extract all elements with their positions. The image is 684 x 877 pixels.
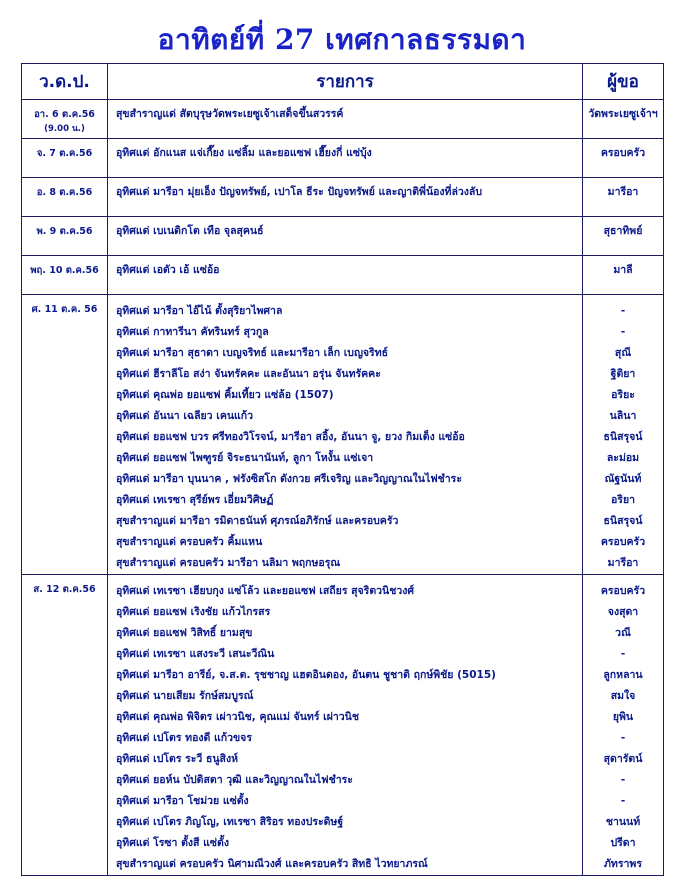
date-label: อ. 8 ต.ค.56 [36, 187, 93, 198]
date-cell [22, 139, 108, 178]
date-cell [22, 217, 108, 256]
requester-name: ชานนท์ [605, 816, 641, 828]
requester-name: ณัฐนันท์ [604, 473, 642, 485]
date-cell [22, 256, 108, 295]
intention-item: สุขสำราญแด่ ครอบครัว คิ้มแหน [116, 536, 263, 548]
intention-item: อุทิศแด่ มารีอา บุนนาค , ฟรังซิสโก ดังกวย ศรีเจริญ และวิญญาณในไฟชำระ [116, 473, 462, 485]
items-cell [108, 295, 583, 575]
requester-name: ธนิสรุจน์ [603, 431, 643, 443]
table-header-row [22, 64, 664, 100]
requester-cell [583, 217, 664, 256]
intention-item: สุขสำราญแด่ ครอบครัว มารีอา นลิมา พฤกษอรุณ [116, 557, 341, 569]
table-row [22, 295, 664, 575]
requester-name: - [620, 305, 626, 317]
intention-item: อุทิศแด่ อันนา เฉลียว เคนแก้ว [116, 410, 254, 422]
intention-item: อุทิศแด่ ฮีราลีโอ สง่า จันทรัคคะ และอันนา อรุ่น จันทรัคคะ [116, 368, 381, 380]
header-requester: ผู้ขอ [583, 64, 664, 100]
intention-item: อุทิศแด่ อักแนส แจ่เกี๊ยง แซ่ลิ้ม และยอแซฟ เฮี๊ยงกี่ แซ่บุ้ง [116, 147, 372, 159]
requester-cell [583, 100, 664, 139]
requester-name: สมใจ [610, 690, 636, 702]
intention-item: สุขสำราญแด่ สัตบุรุษวัดพระเยซูเจ้าเสด็จขึ้นสวรรค์ [116, 108, 344, 120]
date-label: พ. 9 ต.ค.56 [36, 226, 93, 237]
intention-item: อุทิศแด่ คุณพ่อ พิจิตร เผ่าวนิช, คุณแม่ จันทร์ เผ่าวนิช [116, 711, 359, 723]
date-cell [22, 178, 108, 217]
intentions-table [21, 63, 664, 876]
intention-item: อุทิศแด่ มารีอา สุธาดา เบญจริทธ์ และมารีอา เล็ก เบญจริทธ์ [116, 347, 389, 359]
intention-item: อุทิศแด่ คุณพ่อ ยอแซฟ คิ้มเที้ยว แซ่ล้อ (1507) [116, 389, 334, 401]
requester-name: ปรีดา [610, 837, 636, 849]
intention-item: อุทิศแด่ เปโตร ระวี ธนูสิงห์ [116, 753, 239, 765]
date-label: พฤ. 10 ต.ค.56 [30, 265, 99, 276]
requester-name: มารีอา [607, 186, 639, 198]
requester-name: ครอบครัว [600, 536, 646, 548]
header-date: ว.ด.ป. [22, 64, 108, 100]
intention-item: อุทิศแด่ ยอแซฟ บวร ศรีทองวิโรจน์, มารีอา สอิ้ง, อันนา จู, ยวง กิมเต็ง แซ่อ้อ [116, 431, 465, 443]
items-cell [108, 256, 583, 295]
requester-name: ภัทราพร [604, 858, 642, 870]
date-label: ศ. 11 ต.ค. 56 [31, 304, 98, 315]
requester-cell [583, 178, 664, 217]
date-cell [22, 295, 108, 575]
requester-name: สุดารัตน์ [603, 753, 643, 765]
requester-cell [583, 139, 664, 178]
table-row [22, 178, 664, 217]
requester-name: - [620, 648, 626, 660]
table-row [22, 575, 664, 876]
date-label: อา. 6 ต.ค.56 [34, 109, 95, 120]
intention-item: อุทิศแด่ ยอแซฟ เริงชัย แก้วไกรสร [116, 606, 271, 618]
intention-item: อุทิศแด่ ยอแซฟ วิสิทธิ์ ยามสุข [116, 627, 253, 639]
requester-cell [583, 295, 664, 575]
requester-name: ละม่อม [606, 452, 640, 464]
intention-item: สุขสำราญแด่ มารีอา รมิดาธนันท์ ศุภรณ์อภิรักษ์ และครอบครัว [116, 515, 399, 527]
requester-name: ฐิติยา [610, 368, 636, 380]
items-cell [108, 575, 583, 876]
items-cell [108, 178, 583, 217]
requester-name: ครอบครัว [600, 147, 646, 159]
requester-name: - [620, 732, 626, 744]
intention-item: อุทิศแด่ มารีอา โชม่วย แซ่ตั้ง [116, 795, 249, 807]
date-cell [22, 575, 108, 876]
intention-item: อุทิศแด่ เทเรซา เฮียบกุง แซ่โล้ว และยอแซฟ เสถียร สุจริตวนิชวงศ์ [116, 585, 415, 597]
items-cell [108, 217, 583, 256]
requester-name: - [620, 774, 626, 786]
items-cell [108, 139, 583, 178]
date-cell [22, 100, 108, 139]
items-cell [108, 100, 583, 139]
requester-name: - [620, 795, 626, 807]
table-row [22, 139, 664, 178]
requester-name: จงสุดา [607, 606, 639, 618]
requester-name: - [620, 326, 626, 338]
intention-item: อุทิศแด่ เทเรซา แสงระวี เสนะวีณิน [116, 648, 275, 660]
intention-item: อุทิศแด่ มารีอา อารีย์, จ.ส.ต. รุชชาญ แฮตอินดอง, อันตน ชูชาติ ฤกษ์พิชัย (5015) [116, 669, 496, 681]
requester-name: สุณี [614, 347, 632, 359]
requester-name: ครอบครัว [600, 585, 646, 597]
intention-item: อุทิศแด่ เบเนดิกโต เทือ จุลสุคนธ์ [116, 225, 264, 237]
intention-item: อุทิศแด่ เปโตร ทองดี แก้วขจร [116, 732, 252, 744]
intention-item: อุทิศแด่ มารีอา ไอ๊ไน้ ตั้งสุริยาไพศาล [116, 305, 283, 317]
table-row [22, 217, 664, 256]
header-list: รายการ [108, 64, 583, 100]
date-time-label: (9.00 น.) [44, 124, 85, 134]
page-title: อาทิตย์ที่ 27 เทศกาลธรรมดา [157, 23, 527, 56]
table-body [22, 100, 664, 876]
intention-item: สุขสำราญแด่ ครอบครัว นิศามณีวงศ์ และครอบครัว สิทธิ ไวทยาภรณ์ [116, 858, 428, 870]
intention-item: อุทิศแด่ ยอแซฟ ไพฑูรย์ จิระธนานันท์, ลูกา โหงั้น แซ่เจา [116, 452, 374, 464]
intention-item: อุทิศแด่ ยอห์น บัปติสตา วุฒิ และวิญญาณในไฟชำระ [116, 774, 353, 786]
intention-item: อุทิศแด่ กาทารีนา คัทรินทร์ สุวกูล [116, 326, 269, 338]
requester-name: นลินา [609, 410, 637, 422]
requester-name: ลูกหลาน [603, 669, 643, 681]
intention-item: อุทิศแด่ โรซา ตั้งสี แซ่ตั้ง [116, 837, 229, 849]
requester-name: มารีอา [607, 557, 639, 569]
requester-name: มาลี [613, 264, 633, 276]
table-row [22, 256, 664, 295]
intention-item: อุทิศแด่ มารีอา มุ่ยเอ็ง ปัญจทรัพย์, เปาโล ธีระ ปัญจทรัพย์ และญาติพี่น้องที่ล่วงลับ [116, 186, 483, 198]
intention-item: อุทิศแด่ เทเรซา สุรีย์พร เอี่ยมวิศิษฏ์ [116, 494, 274, 506]
intention-item: อุทิศแด่ นายเสียม รักษ์สมบูรณ์ [116, 690, 254, 702]
requester-name: สุธาทิพย์ [603, 225, 643, 237]
requester-cell [583, 256, 664, 295]
intention-item: อุทิศแด่ เอดัว เอ้ แซ่อ้อ [116, 264, 220, 276]
requester-name: อริยา [611, 494, 635, 506]
requester-name: วัดพระเยซูเจ้าฯ [588, 108, 658, 120]
table-row [22, 100, 664, 139]
intention-item: อุทิศแด่ เปโตร ภิญโญ, เทเรซา สิริอร ทองประดิษฐ์ [116, 816, 344, 828]
requester-name: ยุพิน [612, 711, 634, 723]
requester-name: อริยะ [611, 389, 635, 401]
requester-name: วณี [615, 627, 631, 639]
requester-name: ธนิสรุจน์ [603, 515, 643, 527]
date-label: ส. 12 ต.ค.56 [33, 584, 96, 595]
requester-cell [583, 575, 664, 876]
date-label: จ. 7 ต.ค.56 [36, 148, 93, 159]
